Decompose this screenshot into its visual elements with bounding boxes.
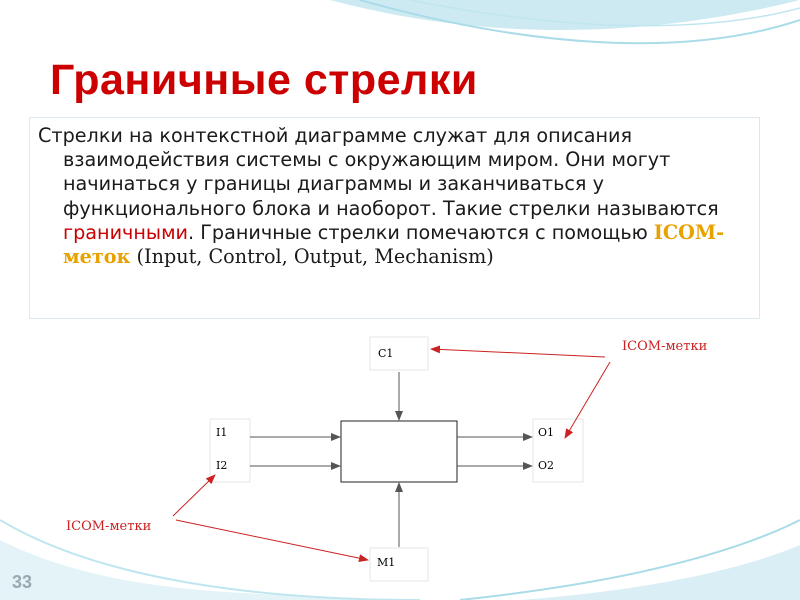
- slide-number: 33: [12, 572, 33, 592]
- annotation-arrow-i2: [173, 475, 215, 516]
- annotation-arrow-c1: [431, 349, 605, 357]
- slide-title: Граничные стрелки: [50, 56, 478, 104]
- label-c1: C1: [378, 347, 394, 360]
- label-m1: M1: [377, 556, 396, 569]
- icom-annotation-bottom: ICOM-метки: [66, 519, 152, 534]
- icom-annotation-top: ICOM-метки: [622, 339, 708, 354]
- label-o2: O2: [538, 459, 555, 472]
- label-i2: I2: [216, 459, 228, 472]
- icom-term: ICOM-меток: [63, 220, 725, 269]
- annotation-arrow-o1: [565, 362, 610, 438]
- annotation-arrow-m1: [176, 520, 368, 560]
- label-o1: O1: [538, 426, 555, 439]
- body-part-2: . Граничные стрелки помечаются с помощью: [188, 220, 654, 244]
- label-i1: I1: [216, 426, 228, 439]
- body-part-3: (Input, Control, Output, Mechanism): [130, 245, 494, 269]
- boundary-term: граничными: [63, 220, 189, 244]
- body-part-1: Стрелки на контекстной диаграмме служат для описания взаимодействия системы с окружающим миром. Они могут начинаться у границы диаграммы и заканчиваться у функционального блока и наоборот. Такие стрелки называются: [38, 124, 719, 220]
- function-block: [341, 421, 457, 482]
